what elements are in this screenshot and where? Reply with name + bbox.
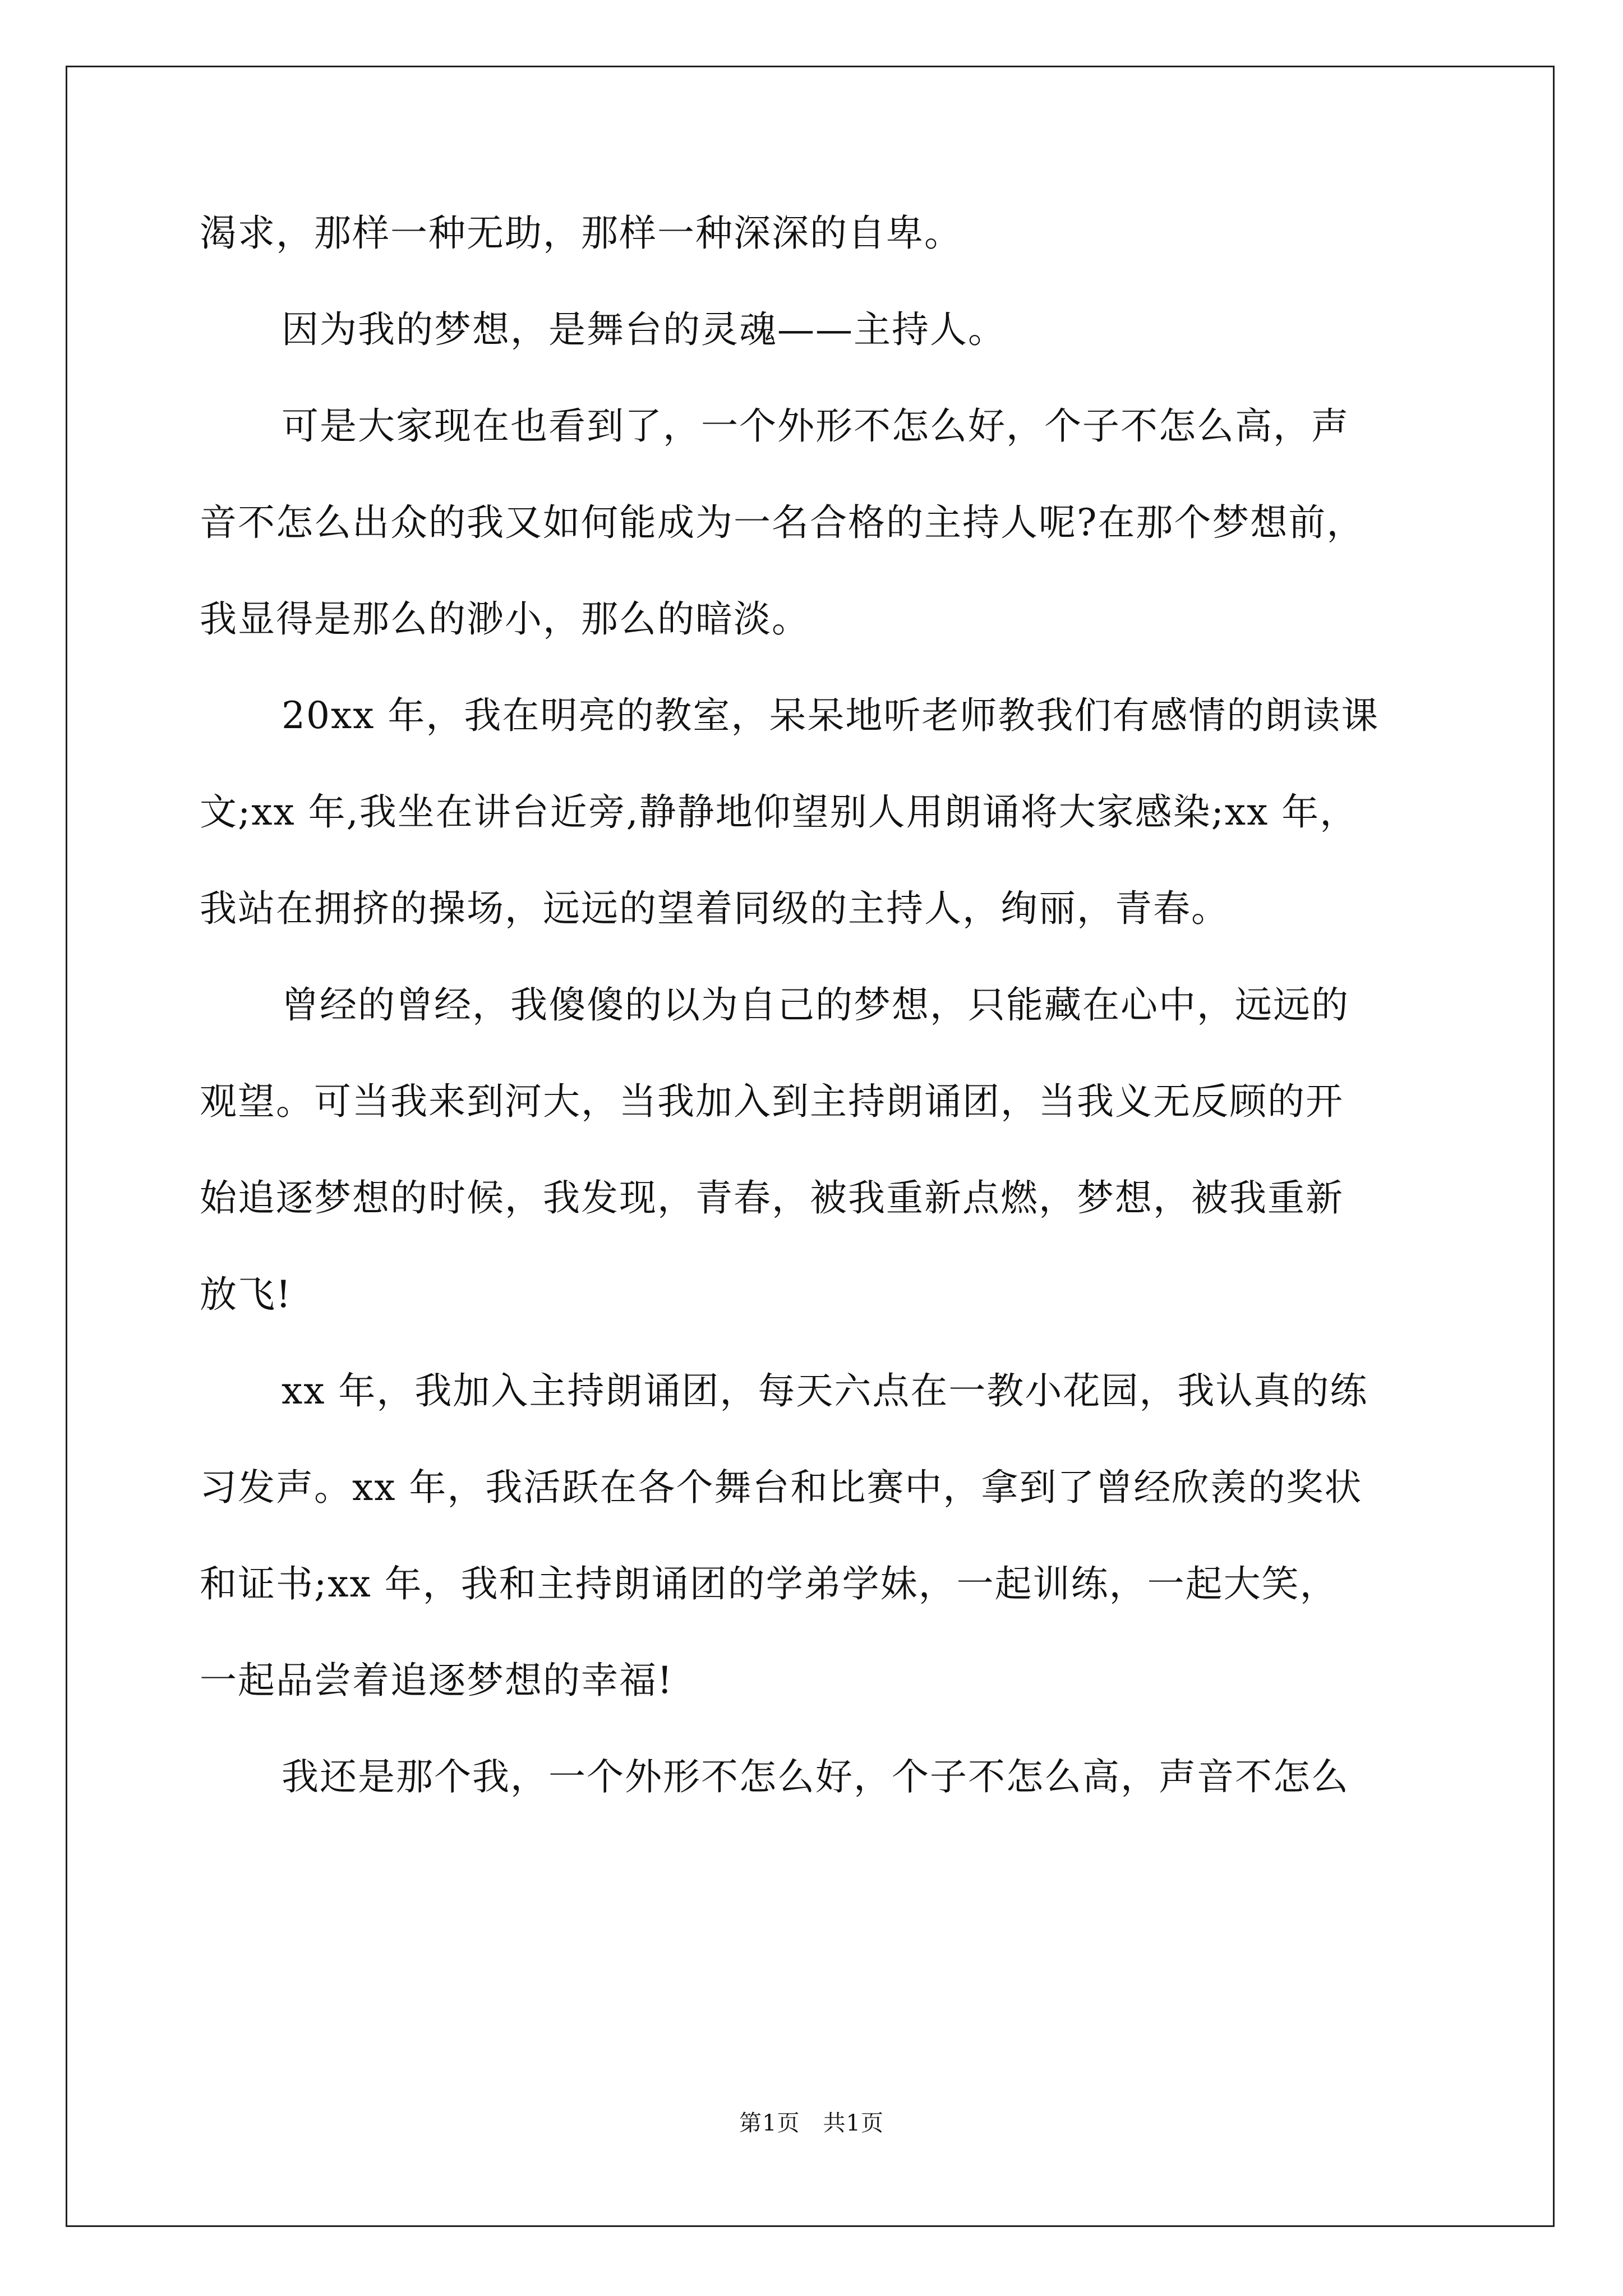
paragraph-line: 曾经的曾经，我傻傻的以为自己的梦想，只能藏在心中，远远的	[282, 983, 1349, 1027]
text-line: 我显得是那么的渺小，那么的暗淡。	[200, 597, 810, 641]
paragraph-line: xx 年，我加入主持朗诵团，每天六点在一教小花园，我认真的练	[282, 1369, 1368, 1412]
page-number: 第1页 共1页	[739, 2110, 884, 2136]
page-border	[66, 66, 1555, 2227]
text-line: 一起品尝着追逐梦想的幸福!	[200, 1659, 674, 1702]
paragraph-line: 因为我的梦想，是舞台的灵魂——主持人。	[282, 308, 1006, 351]
text-line: 我站在拥挤的操场，远远的望着同级的主持人，绚丽，青春。	[200, 887, 1229, 930]
text-line: 始追逐梦想的时候，我发现，青春，被我重新点燃，梦想，被我重新	[200, 1176, 1344, 1220]
paragraph-line: 可是大家现在也看到了，一个外形不怎么好，个子不怎么高，声	[282, 404, 1349, 448]
text-line: 音不怎么出众的我又如何能成为一名合格的主持人呢?在那个梦想前，	[200, 501, 1365, 544]
paragraph-line: 20xx 年，我在明亮的教室，呆呆地听老师教我们有感情的朗读课	[282, 694, 1380, 737]
text-line: 观望。可当我来到河大，当我加入到主持朗诵团，当我义无反顾的开	[200, 1080, 1344, 1123]
text-line: 习发声。xx 年，我活跃在各个舞台和比赛中，拿到了曾经欣羡的奖状	[200, 1466, 1363, 1509]
paragraph-line: 我还是那个我，一个外形不怎么好，个子不怎么高，声音不怎么	[282, 1755, 1349, 1798]
text-line: 文;xx 年,我坐在讲台近旁,静静地仰望别人用朗诵将大家感染;xx 年，	[200, 790, 1358, 834]
text-line: 渴求，那样一种无助，那样一种深深的自卑。	[200, 211, 962, 255]
text-line: 和证书;xx 年，我和主持朗诵团的学弟学妹，一起训练，一起大笑，	[200, 1562, 1338, 1605]
text-line: 放飞!	[200, 1273, 292, 1316]
